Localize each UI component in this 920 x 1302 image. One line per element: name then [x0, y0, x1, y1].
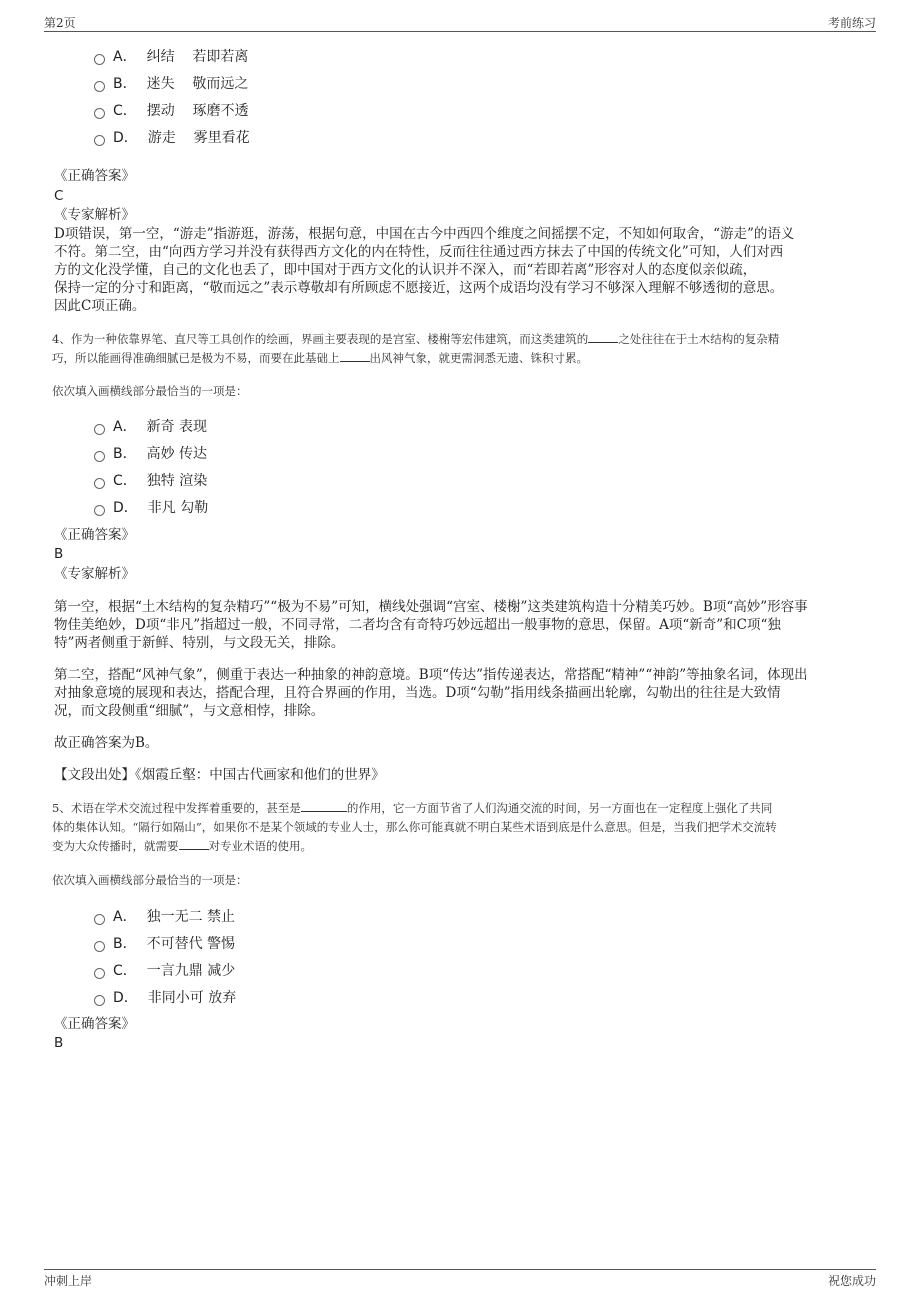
q5-option-c[interactable]: C． 一言九鼎 减少 — [94, 960, 235, 980]
radio-icon[interactable] — [94, 478, 105, 489]
q4-instruction: 依次填入画横线部分最恰当的一项是： — [52, 384, 248, 398]
footer-right-text: 祝您成功 — [827, 1274, 876, 1288]
page-footer — [44, 1272, 876, 1289]
q4-option-c[interactable]: C． 独特 渲染 — [94, 470, 207, 490]
q4-analysis-line: 对抽象意境的展现和表达，搭配合理，且符合界画的作用，当选。D项“勾勒”指用线条描画出轮廓，勾勒出的往往是大致情 — [54, 685, 781, 701]
q3-answer: C — [54, 188, 64, 204]
radio-icon[interactable] — [94, 424, 105, 435]
q4-conclusion: 故正确答案为B。 — [54, 735, 159, 751]
q3-analysis-line: 不符。第二空，由“向西方学习并没有获得西方文化的内在特性，反而往往通过西方抹去了中国的传统文化”可知，人们对西 — [54, 244, 784, 260]
q5-stem-line: 变为大众传播时，就需要 对专业术语的使用。 — [52, 839, 312, 853]
q4-analysis-line: 物佳美绝妙，D项“非凡”指超过一般，不同寻常，二者均含有奇特巧妙远超出一般事物的意思，保留。A项“新奇”和C项“独 — [54, 617, 781, 633]
q5-option-a[interactable]: A． 独一无二 禁止 — [94, 906, 235, 926]
q4-analysis-line: 第一空，根据“土木结构的复杂精巧”“极为不易”可知，横线处强调“宫室、楼榭”这类建筑构造十分精美巧妙。B项“高妙”形容事 — [54, 599, 808, 615]
q3-analysis-line: 因此C项正确。 — [54, 298, 146, 314]
radio-icon[interactable] — [94, 451, 105, 462]
fill-blank — [588, 331, 618, 343]
q4-analysis-line: 况，而文段侧重“细腻”，与文意相悖，排除。 — [54, 703, 325, 719]
radio-icon[interactable] — [94, 505, 105, 516]
page-header — [44, 14, 876, 31]
q3-analysis-line: D项错误，第一空，“游走”指游逛，游荡，根据句意，中国在古今中西四个维度之间摇摆不定，不知如何取舍，“游走”的语义 — [54, 226, 795, 242]
radio-icon[interactable] — [94, 54, 105, 65]
fill-blank — [179, 838, 209, 850]
radio-icon[interactable] — [94, 914, 105, 925]
fill-blank — [340, 350, 370, 362]
header-title: 考前练习 — [827, 16, 876, 30]
footer-divider — [44, 1269, 876, 1270]
radio-icon[interactable] — [94, 135, 105, 146]
q4-option-d[interactable]: D． 非凡 勾勒 — [94, 497, 208, 517]
footer-left-text: 冲刺上岸 — [44, 1274, 93, 1288]
radio-icon[interactable] — [94, 941, 105, 952]
q4-source: 【文段出处】《烟霞丘壑：中国古代画家和他们的世界》 — [54, 767, 385, 783]
q3-option-c[interactable]: C． 摆动 琢磨不透 — [94, 100, 249, 120]
q3-answer-label: 《正确答案》 — [54, 168, 135, 184]
q5-stem-line: 5、术语在学术交流过程中发挥着重要的，甚至是 的作用，它一方面节省了人们沟通交流的时间，另一方面也在一定程度上强化了共同 — [52, 801, 773, 815]
q3-option-a[interactable]: A． 纠结 若即若离 — [94, 46, 248, 66]
q3-analysis-label: 《专家解析》 — [54, 207, 135, 223]
q5-answer: B — [54, 1035, 64, 1051]
q5-instruction: 依次填入画横线部分最恰当的一项是： — [52, 873, 248, 887]
fill-blank — [301, 800, 347, 812]
header-divider — [44, 31, 876, 32]
q4-option-a[interactable]: A． 新奇 表现 — [94, 416, 207, 436]
radio-icon[interactable] — [94, 968, 105, 979]
q5-answer-label: 《正确答案》 — [54, 1016, 135, 1032]
q5-option-b[interactable]: B． 不可替代 警惕 — [94, 933, 235, 953]
q4-option-b[interactable]: B． 高妙 传达 — [94, 443, 207, 463]
q5-stem-line: 体的集体认知。“隔行如隔山”，如果你不是某个领域的专业人士，那么你可能真就不明白某些术语到底是什么意思。但是，当我们把学术交流转 — [52, 820, 777, 834]
q4-answer-label: 《正确答案》 — [54, 527, 135, 543]
q5-option-d[interactable]: D． 非同小可 放弃 — [94, 987, 236, 1007]
q4-analysis-label: 《专家解析》 — [54, 566, 135, 582]
q3-analysis-line: 保持一定的分寸和距离，“敬而远之”表示尊敬却有所顾虑不愿接近，这两个成语均没有学习不够深入理解不够透彻的意思。 — [54, 280, 784, 296]
q4-stem-line: 4、作为一种依靠界笔、直尺等工具创作的绘画，界画主要表现的是宫室、楼榭等宏伟建筑，而这类建筑的 之处往往在于土木结构的复杂精 — [52, 332, 780, 346]
q4-analysis-line: 特”两者侧重于新鲜、特别，与文段无关，排除。 — [54, 635, 345, 651]
radio-icon[interactable] — [94, 108, 105, 119]
page-number-label: 第2页 — [44, 16, 76, 30]
q3-option-d[interactable]: D． 游走 雾里看花 — [94, 127, 250, 147]
q3-analysis-line: 方的文化没学懂，自己的文化也丢了，即中国对于西方文化的认识并不深入，而“若即若离”形容对人的态度似亲似疏， — [54, 262, 757, 278]
q4-answer: B — [54, 546, 64, 562]
q4-stem-line: 巧，所以能画得准确细腻已是极为不易，而要在此基础上 出风神气象，就更需洞悉无遗、铢积寸累。 — [52, 351, 588, 365]
q3-option-b[interactable]: B． 迷失 敬而远之 — [94, 73, 248, 93]
radio-icon[interactable] — [94, 995, 105, 1006]
q4-analysis-line: 第二空，搭配“风神气象”，侧重于表达一种抽象的神韵意境。B项“传达”指传递表达，常搭配“精神”“神韵”等抽象名词，体现出 — [54, 667, 808, 683]
radio-icon[interactable] — [94, 81, 105, 92]
